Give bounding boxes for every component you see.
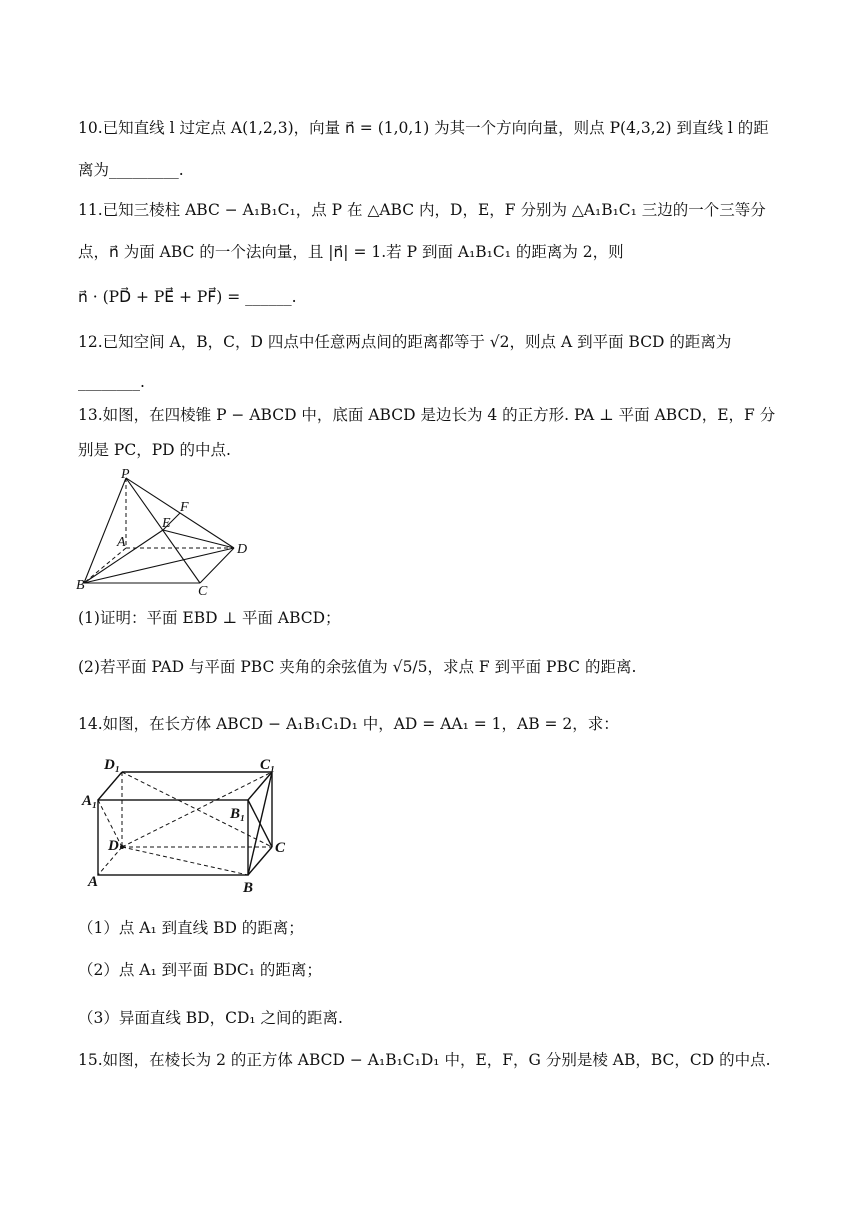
label-d1: D₁	[104, 757, 121, 773]
q14-part-1: （1）点 A₁ 到直线 BD 的距离；	[78, 919, 304, 937]
q12-line-2: ________.	[78, 373, 145, 391]
label-a1: A₁	[82, 793, 98, 809]
label-d: D	[108, 838, 119, 854]
label-b1: B₁	[230, 806, 246, 822]
q10-line-2: 离为_________.	[78, 161, 184, 179]
label-a: A	[88, 874, 99, 890]
q13-part-1: (1)证明：平面 EBD ⊥ 平面 ABCD；	[78, 609, 341, 627]
q13-line-2: 别是 PC，PD 的中点.	[78, 441, 231, 459]
label-f: F	[180, 500, 189, 515]
label-c1: C₁	[260, 757, 276, 773]
q11-line-1: 11.已知三棱柱 ABC − A₁B₁C₁，点 P 在 △ABC 内，D，E，F 分别为 △A₁B₁C₁ 三边的一个三等分	[78, 201, 766, 219]
q14-part-3: （3）异面直线 BD，CD₁ 之间的距离.	[78, 1009, 343, 1027]
label-b: B	[243, 880, 254, 896]
label-b: B	[76, 578, 85, 593]
q15-line-1: 15.如图，在棱长为 2 的正方体 ABCD − A₁B₁C₁D₁ 中，E，F，G 分别是棱 AB，BC，CD 的中点.	[78, 1051, 771, 1069]
q13-part-2: (2)若平面 PAD 与平面 PBC 夹角的余弦值为 √5/5，求点 F 到平面 PBC 的距离.	[78, 658, 637, 676]
q13-line-1: 13.如图，在四棱锥 P − ABCD 中，底面 ABCD 是边长为 4 的正方形. PA ⊥ 平面 ABCD，E，F 分	[78, 406, 776, 424]
pyramid-figure	[76, 466, 266, 596]
q14-part-2: （2）点 A₁ 到平面 BDC₁ 的距离；	[78, 961, 322, 979]
label-c: C	[275, 840, 286, 856]
q11-line-3: n⃗ · (PD⃗ + PE⃗ + PF⃗) = ______.	[78, 288, 297, 306]
label-p: P	[121, 467, 130, 482]
q10-line-1: 10.已知直线 l 过定点 A(1,2,3)，向量 n⃗ = (1,0,1) 为其一个方向向量，则点 P(4,3,2) 到直线 l 的距	[78, 119, 769, 137]
q11-line-2: 点，n⃗ 为面 ABC 的一个法向量，且 |n⃗| = 1.若 P 到面 A₁B₁C₁ 的距离为 2，则	[78, 243, 624, 261]
label-a: A	[117, 535, 126, 550]
q14-line-1: 14.如图，在长方体 ABCD − A₁B₁C₁D₁ 中，AD = AA₁ = 1，AB = 2，求：	[78, 715, 619, 733]
label-e: E	[162, 516, 171, 531]
q12-line-1: 12.已知空间 A，B，C，D 四点中任意两点间的距离都等于 √2，则点 A 到平面 BCD 的距离为	[78, 333, 732, 351]
cuboid-figure	[80, 752, 295, 898]
label-d: D	[237, 542, 248, 557]
label-c: C	[198, 584, 208, 596]
